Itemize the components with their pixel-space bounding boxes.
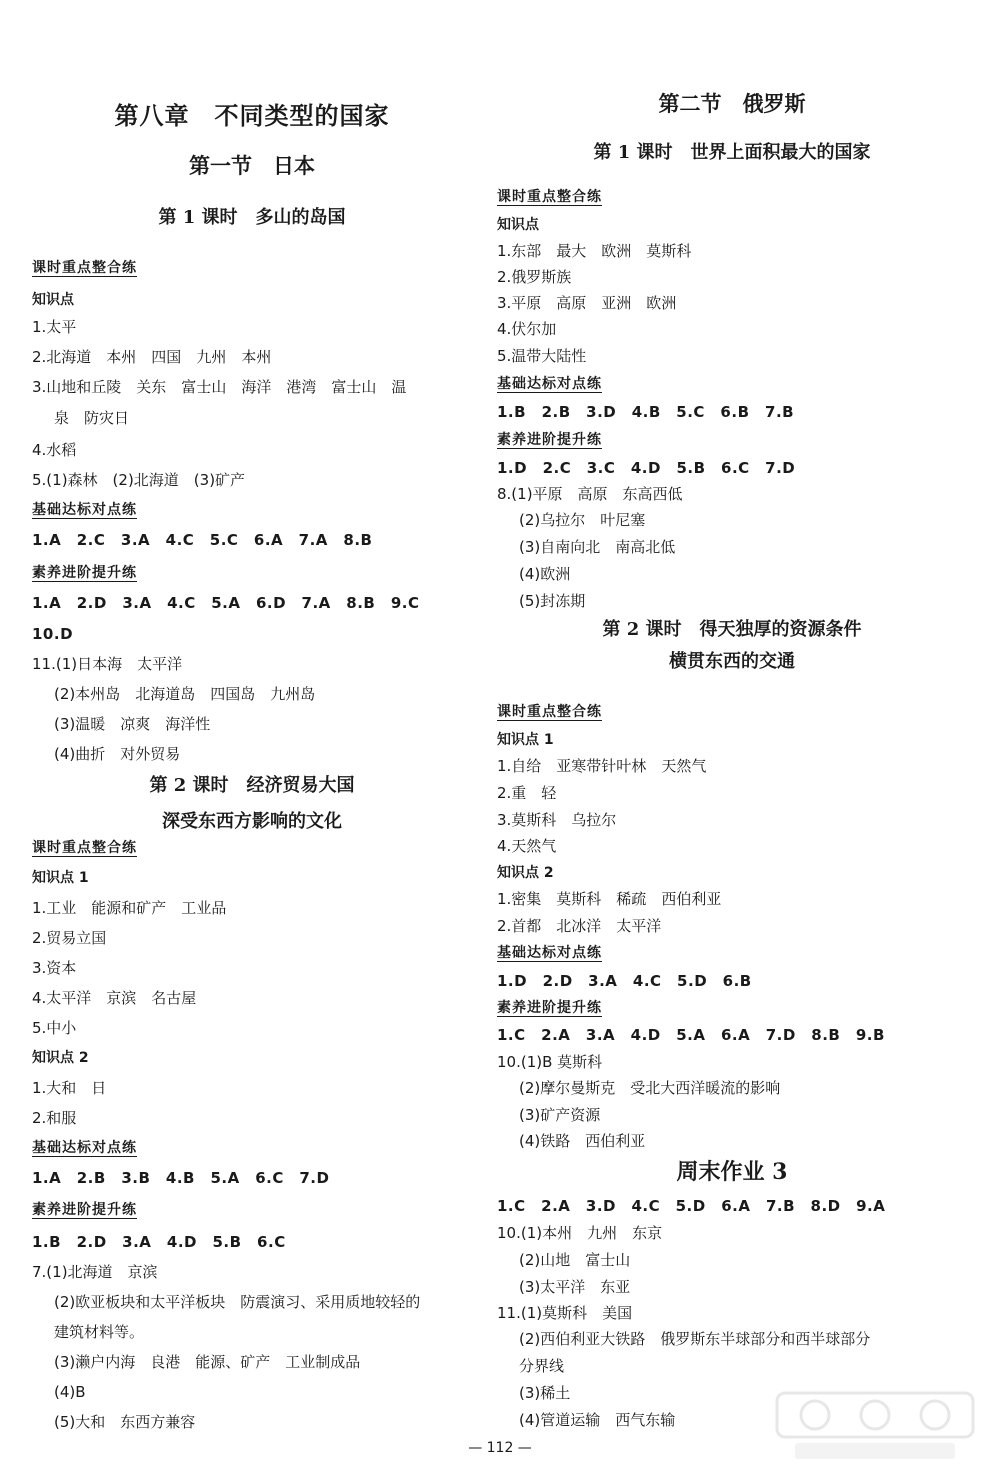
answer-continuation: (4)铁路 西伯利亚 [519,1132,646,1150]
answer-item: 5.(1)森林 (2)北海道 (3)矿产 [32,471,246,489]
answer-item: 3.资本 [32,959,77,977]
answer-item: 1.密集 莫斯科 稀疏 西伯利亚 [497,890,722,908]
answer-item: 4.伏尔加 [497,320,557,338]
chapter-title: 第八章 不同类型的国家 [114,101,390,130]
answer-continuation: (2)山地 富士山 [519,1251,631,1269]
lesson-title: 深受东西方影响的文化 [162,811,342,832]
answer-item: 3.山地和丘陵 关东 富士山 海洋 港湾 富士山 温 [32,378,407,396]
answer-key-row: 1.A 2.C 3.A 4.C 5.C 6.A 7.A 8.B [32,531,373,549]
knowledge-point-label: 知识点 [497,217,539,233]
lesson-title: 第 1 课时 多山的岛国 [158,207,346,228]
subsection-heading: 素养进阶提升练 [497,432,602,448]
answer-continuation: (3)自南向北 南高北低 [519,538,676,556]
answer-continuation: (2)摩尔曼斯克 受北大西洋暖流的影响 [519,1079,781,1097]
answer-continuation: (3)太平洋 东亚 [519,1278,631,1296]
knowledge-point-label: 知识点 2 [32,1050,89,1066]
answer-item: 2.和服 [32,1109,77,1127]
answer-item: 10.(1)B 莫斯科 [497,1053,603,1071]
answer-item: 1.太平 [32,318,77,336]
subsection-heading: 基础达标对点练 [497,376,602,392]
answer-key-row: 1.C 2.A 3.D 4.C 5.D 6.A 7.B 8.D 9.A [497,1197,886,1215]
answer-item: 1.工业 能源和矿产 工业品 [32,899,227,917]
watermark-logo-icon [775,1391,975,1463]
answer-item: 1.东部 最大 欧洲 莫斯科 [497,242,692,260]
answer-key-row: 1.A 2.B 3.B 4.B 5.A 6.C 7.D [32,1169,330,1187]
answer-item: 2.贸易立国 [32,929,107,947]
answer-item: 4.太平洋 京滨 名古屋 [32,989,197,1007]
subsection-heading: 基础达标对点练 [32,502,137,518]
answer-key-row: 1.B 2.B 3.D 4.B 5.C 6.B 7.B [497,403,795,421]
answer-item: 1.大和 日 [32,1079,107,1097]
subsection-heading: 课时重点整合练 [497,704,602,720]
subsection-heading: 素养进阶提升练 [497,1000,602,1016]
answer-continuation: (4)管道运输 西气东输 [519,1411,676,1429]
answer-item: 8.(1)平原 高原 东高西低 [497,485,683,503]
answer-item: 3.莫斯科 乌拉尔 [497,811,617,829]
answer-continuation: 建筑材料等。 [54,1323,145,1341]
knowledge-point-label: 知识点 1 [497,732,554,748]
answer-key-row: 10.D [32,625,74,643]
subsection-heading: 素养进阶提升练 [32,565,137,581]
answer-continuation: (4)欧洲 [519,565,571,583]
answer-item: 2.北海道 本州 四国 九州 本州 [32,348,272,366]
answer-continuation: (2)西伯利亚大铁路 俄罗斯东半球部分和西半球部分 [519,1330,871,1348]
answer-item: 4.水稻 [32,441,77,459]
answer-item: 10.(1)本州 九州 东京 [497,1224,663,1242]
answer-item: 5.中小 [32,1019,77,1037]
answer-item: 11.(1)日本海 太平洋 [32,655,183,673]
weekend-title: 周末作业 3 [676,1159,788,1185]
section-title: 第二节 俄罗斯 [658,91,806,116]
answer-continuation: (4)曲折 对外贸易 [54,745,181,763]
subsection-heading: 基础达标对点练 [497,945,602,961]
answer-key-row: 1.D 2.D 3.A 4.C 5.D 6.B [497,972,752,990]
answer-item: 2.首都 北冰洋 太平洋 [497,917,662,935]
answer-continuation: (2)乌拉尔 叶尼塞 [519,511,646,529]
answer-continuation: (3)稀土 [519,1384,571,1402]
knowledge-point-label: 知识点 2 [497,865,554,881]
knowledge-point-label: 知识点 1 [32,870,89,886]
answer-item: 3.平原 高原 亚洲 欧洲 [497,294,677,312]
lesson-title: 横贯东西的交通 [669,651,795,672]
answer-item: 11.(1)莫斯科 美国 [497,1304,633,1322]
subsection-heading: 课时重点整合练 [32,260,137,276]
answer-continuation: (2)本州岛 北海道岛 四国岛 九州岛 [54,685,316,703]
answer-continuation: (5)封冻期 [519,592,586,610]
subsection-heading: 素养进阶提升练 [32,1202,137,1218]
lesson-title: 第 1 课时 世界上面积最大的国家 [593,142,871,163]
answer-key-row: 1.C 2.A 3.A 4.D 5.A 6.A 7.D 8.B 9.B [497,1026,885,1044]
answer-item: 7.(1)北海道 京滨 [32,1263,158,1281]
answer-item: 4.天然气 [497,837,557,855]
lesson-title: 第 2 课时 经济贸易大国 [149,775,355,796]
answer-continuation: (3)濑户内海 良港 能源、矿产 工业制成品 [54,1353,361,1371]
lesson-title: 第 2 课时 得天独厚的资源条件 [602,619,862,640]
subsection-heading: 基础达标对点练 [32,1140,137,1156]
section-title: 第一节 日本 [189,153,315,178]
answer-continuation: 泉 防灾日 [54,409,130,427]
page-number: — 112 — [468,1440,532,1456]
answer-item: 5.温带大陆性 [497,347,587,365]
answer-key-row: 1.B 2.D 3.A 4.D 5.B 6.C [32,1233,286,1251]
subsection-heading: 课时重点整合练 [497,189,602,205]
answer-continuation: (3)温暖 凉爽 海洋性 [54,715,211,733]
answer-continuation: 分界线 [519,1357,565,1375]
knowledge-point-label: 知识点 [32,292,74,308]
answer-continuation: (4)B [54,1383,86,1401]
answer-item: 2.俄罗斯族 [497,268,572,286]
answer-key-row: 1.A 2.D 3.A 4.C 5.A 6.D 7.A 8.B 9.C [32,594,420,612]
answer-continuation: (2)欧亚板块和太平洋板块 防震演习、采用质地较轻的 [54,1293,421,1311]
answer-item: 1.自给 亚寒带针叶林 天然气 [497,757,707,775]
answer-continuation: (3)矿产资源 [519,1106,601,1124]
subsection-heading: 课时重点整合练 [32,840,137,856]
answer-continuation: (5)大和 东西方兼容 [54,1413,196,1431]
answer-item: 2.重 轻 [497,784,557,802]
answer-key-row: 1.D 2.C 3.C 4.D 5.B 6.C 7.D [497,459,796,477]
